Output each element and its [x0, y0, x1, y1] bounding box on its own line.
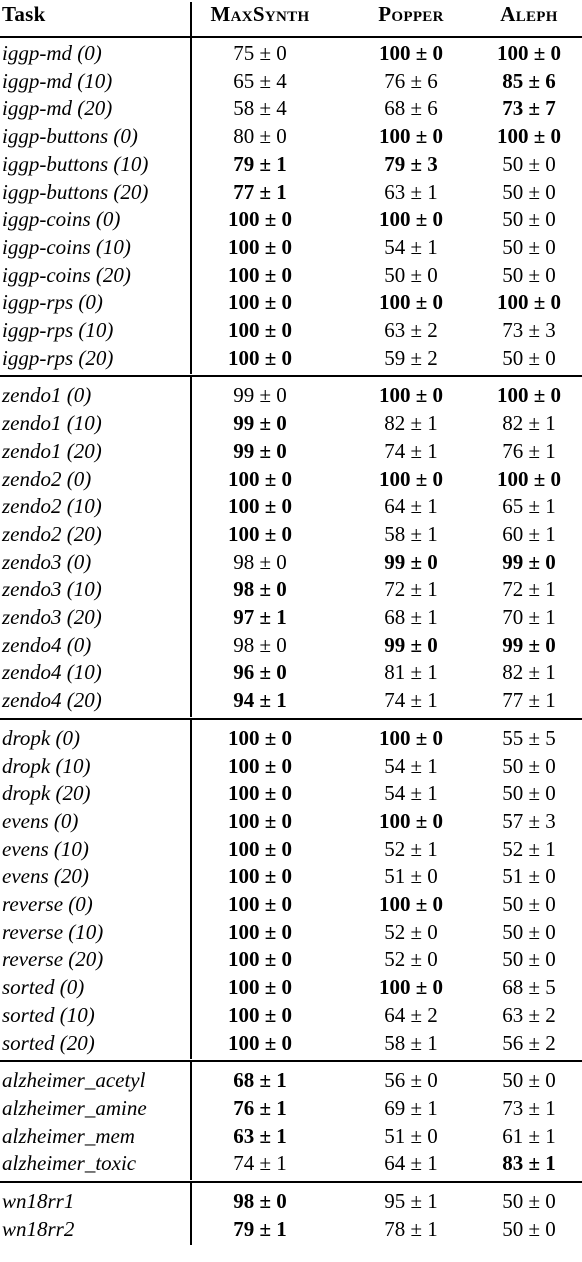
score-aleph: 50 ± 0: [502, 262, 556, 287]
task-name: zendo3 (20): [2, 605, 102, 629]
score-maxsynth: 100 ± 0: [227, 975, 293, 1000]
score-popper: 78 ± 1: [384, 1216, 438, 1241]
score-maxsynth: 100 ± 0: [227, 345, 293, 370]
score-maxsynth: 100 ± 0: [227, 207, 293, 232]
score-maxsynth: 94 ± 1: [233, 688, 287, 713]
score-aleph: 50 ± 0: [502, 947, 556, 972]
score-popper: 54 ± 1: [384, 753, 438, 778]
task-name: alzheimer_mem: [2, 1123, 135, 1148]
score-maxsynth: 68 ± 1: [233, 1068, 287, 1093]
score-maxsynth: 76 ± 1: [233, 1095, 287, 1120]
score-aleph: 63 ± 2: [502, 1002, 556, 1027]
task-name: reverse (0): [2, 892, 93, 916]
task-name: zendo1 (10): [2, 411, 102, 436]
task-name: iggp-buttons (10): [2, 151, 149, 176]
column-rule: [190, 1062, 192, 1180]
score-aleph: 50 ± 0: [502, 1216, 556, 1241]
task-name: zendo1 (0): [2, 383, 92, 408]
score-maxsynth: 74 ± 1: [233, 1151, 287, 1176]
task-name: reverse (20): [2, 947, 104, 972]
score-popper: 74 ± 1: [384, 688, 438, 713]
score-maxsynth: 100 ± 0: [227, 521, 293, 546]
score-aleph: 57 ± 3: [502, 808, 556, 833]
task-name: iggp-rps (10): [2, 318, 114, 342]
score-aleph: 83 ± 1: [502, 1151, 556, 1176]
score-popper: 100 ± 0: [378, 41, 444, 65]
column-rule: [190, 2, 192, 374]
task-name: alzheimer_amine: [2, 1095, 147, 1120]
score-aleph: 50 ± 0: [502, 781, 556, 806]
task-name: iggp-coins (20): [2, 262, 131, 287]
score-aleph: 73 ± 1: [502, 1095, 556, 1120]
score-aleph: 55 ± 5: [502, 725, 556, 750]
score-aleph: 85 ± 6: [502, 68, 556, 93]
group-separator: [0, 718, 582, 720]
score-popper: 100 ± 0: [378, 466, 444, 491]
task-name: alzheimer_acetyl: [2, 1068, 146, 1093]
score-maxsynth: 99 ± 0: [233, 411, 287, 436]
task-name: zendo1 (20): [2, 438, 102, 463]
score-popper: 58 ± 1: [384, 1030, 438, 1055]
score-maxsynth: 98 ± 0: [233, 549, 287, 574]
score-aleph: 100 ± 0: [496, 466, 562, 491]
score-maxsynth: 97 ± 1: [233, 605, 287, 629]
score-popper: 54 ± 1: [384, 781, 438, 806]
score-aleph: 56 ± 2: [502, 1030, 556, 1055]
score-popper: 64 ± 2: [384, 1002, 438, 1027]
score-popper: 79 ± 3: [384, 151, 438, 176]
score-popper: 52 ± 0: [384, 947, 438, 972]
score-aleph: 50 ± 0: [502, 345, 556, 370]
score-popper: 51 ± 0: [384, 1123, 438, 1148]
score-aleph: 100 ± 0: [496, 290, 562, 315]
score-maxsynth: 98 ± 0: [233, 577, 287, 602]
score-aleph: 73 ± 3: [502, 318, 556, 342]
score-popper: 69 ± 1: [384, 1095, 438, 1120]
task-name: zendo4 (0): [2, 632, 92, 657]
score-popper: 59 ± 2: [384, 345, 438, 370]
score-maxsynth: 100 ± 0: [227, 947, 293, 972]
group-separator: [0, 1181, 582, 1183]
score-popper: 81 ± 1: [384, 660, 438, 685]
score-aleph: 51 ± 0: [502, 864, 556, 889]
score-maxsynth: 100 ± 0: [227, 753, 293, 778]
score-maxsynth: 58 ± 4: [233, 96, 287, 121]
score-popper: 68 ± 6: [384, 96, 438, 121]
score-popper: 68 ± 1: [384, 605, 438, 629]
score-aleph: 99 ± 0: [502, 549, 556, 574]
score-popper: 99 ± 0: [384, 549, 438, 574]
score-aleph: 50 ± 0: [502, 753, 556, 778]
score-popper: 64 ± 1: [384, 494, 438, 519]
score-maxsynth: 100 ± 0: [227, 234, 293, 259]
task-name: zendo2 (20): [2, 521, 102, 546]
score-maxsynth: 65 ± 4: [233, 68, 287, 93]
score-maxsynth: 100 ± 0: [227, 808, 293, 833]
score-aleph: 50 ± 0: [502, 151, 556, 176]
score-aleph: 65 ± 1: [502, 494, 556, 519]
score-maxsynth: 99 ± 0: [233, 383, 287, 408]
score-maxsynth: 100 ± 0: [227, 494, 293, 519]
score-maxsynth: 100 ± 0: [227, 919, 293, 944]
score-maxsynth: 100 ± 0: [227, 781, 293, 806]
score-aleph: 70 ± 1: [502, 605, 556, 629]
column-rule: [190, 720, 192, 1059]
score-popper: 100 ± 0: [378, 207, 444, 232]
score-aleph: 100 ± 0: [496, 41, 562, 65]
score-aleph: 68 ± 5: [502, 975, 556, 1000]
score-popper: 56 ± 0: [384, 1068, 438, 1093]
task-name: iggp-coins (0): [2, 207, 121, 232]
task-name: iggp-md (0): [2, 41, 102, 65]
score-maxsynth: 100 ± 0: [227, 836, 293, 861]
task-name: alzheimer_toxic: [2, 1151, 137, 1176]
score-popper: 76 ± 6: [384, 68, 438, 93]
task-name: sorted (10): [2, 1002, 95, 1027]
score-popper: 100 ± 0: [378, 124, 444, 149]
score-popper: 72 ± 1: [384, 577, 438, 602]
score-maxsynth: 100 ± 0: [227, 466, 293, 491]
score-aleph: 50 ± 0: [502, 234, 556, 259]
task-name: dropk (10): [2, 753, 91, 778]
score-aleph: 100 ± 0: [496, 124, 562, 149]
task-name: zendo4 (10): [2, 660, 102, 685]
score-aleph: 50 ± 0: [502, 179, 556, 204]
score-maxsynth: 79 ± 1: [233, 1216, 287, 1241]
task-name: zendo3 (10): [2, 577, 102, 602]
task-name: iggp-md (10): [2, 68, 113, 93]
task-name: evens (20): [2, 864, 89, 889]
score-popper: 95 ± 1: [384, 1189, 438, 1213]
score-maxsynth: 100 ± 0: [227, 318, 293, 342]
score-popper: 54 ± 1: [384, 234, 438, 259]
score-popper: 100 ± 0: [378, 892, 444, 916]
score-popper: 52 ± 0: [384, 919, 438, 944]
score-popper: 50 ± 0: [384, 262, 438, 287]
task-name: zendo3 (0): [2, 549, 92, 574]
score-maxsynth: 63 ± 1: [233, 1123, 287, 1148]
score-maxsynth: 80 ± 0: [233, 124, 287, 149]
score-maxsynth: 79 ± 1: [233, 151, 287, 176]
score-maxsynth: 98 ± 0: [233, 632, 287, 657]
score-popper: 63 ± 1: [384, 179, 438, 204]
score-aleph: 99 ± 0: [502, 632, 556, 657]
task-name: iggp-rps (20): [2, 345, 114, 370]
task-name: dropk (20): [2, 781, 91, 806]
score-aleph: 82 ± 1: [502, 660, 556, 685]
task-name: zendo2 (0): [2, 466, 92, 491]
score-maxsynth: 77 ± 1: [233, 179, 287, 204]
score-aleph: 50 ± 0: [502, 919, 556, 944]
task-name: iggp-buttons (20): [2, 179, 149, 204]
score-maxsynth: 100 ± 0: [227, 1002, 293, 1027]
score-popper: 52 ± 1: [384, 836, 438, 861]
score-popper: 51 ± 0: [384, 864, 438, 889]
score-maxsynth: 75 ± 0: [233, 41, 287, 65]
score-aleph: 50 ± 0: [502, 1189, 556, 1213]
score-maxsynth: 96 ± 0: [233, 660, 287, 685]
group-separator: [0, 1060, 582, 1062]
task-name: sorted (20): [2, 1030, 95, 1055]
score-popper: 100 ± 0: [378, 808, 444, 833]
header-aleph: Aleph: [500, 2, 558, 26]
header-task: Task: [2, 2, 46, 26]
score-aleph: 52 ± 1: [502, 836, 556, 861]
task-name: wn18rr2: [2, 1216, 75, 1241]
score-maxsynth: 100 ± 0: [227, 290, 293, 315]
score-popper: 63 ± 2: [384, 318, 438, 342]
score-maxsynth: 100 ± 0: [227, 262, 293, 287]
score-popper: 82 ± 1: [384, 411, 438, 436]
score-aleph: 77 ± 1: [502, 688, 556, 713]
task-name: iggp-md (20): [2, 96, 113, 121]
score-aleph: 82 ± 1: [502, 411, 556, 436]
task-name: wn18rr1: [2, 1189, 75, 1213]
score-popper: 100 ± 0: [378, 383, 444, 408]
task-name: sorted (0): [2, 975, 85, 1000]
score-popper: 100 ± 0: [378, 290, 444, 315]
score-aleph: 50 ± 0: [502, 1068, 556, 1093]
task-name: dropk (0): [2, 725, 80, 750]
score-maxsynth: 100 ± 0: [227, 1030, 293, 1055]
task-name: zendo2 (10): [2, 494, 102, 519]
score-maxsynth: 99 ± 0: [233, 438, 287, 463]
header-maxsynth: MaxSynth: [210, 2, 310, 26]
score-popper: 74 ± 1: [384, 438, 438, 463]
score-popper: 64 ± 1: [384, 1151, 438, 1176]
score-popper: 58 ± 1: [384, 521, 438, 546]
score-aleph: 100 ± 0: [496, 383, 562, 408]
score-popper: 100 ± 0: [378, 725, 444, 750]
header-popper: Popper: [378, 2, 444, 26]
score-aleph: 61 ± 1: [502, 1123, 556, 1148]
score-aleph: 76 ± 1: [502, 438, 556, 463]
task-name: evens (10): [2, 836, 89, 861]
column-rule: [190, 377, 192, 716]
score-popper: 99 ± 0: [384, 632, 438, 657]
score-aleph: 72 ± 1: [502, 577, 556, 602]
task-name: iggp-coins (10): [2, 234, 131, 259]
task-name: reverse (10): [2, 919, 104, 944]
task-name: iggp-buttons (0): [2, 124, 138, 149]
score-aleph: 50 ± 0: [502, 207, 556, 232]
task-name: evens (0): [2, 808, 79, 833]
score-maxsynth: 100 ± 0: [227, 725, 293, 750]
task-name: iggp-rps (0): [2, 290, 103, 315]
task-name: zendo4 (20): [2, 688, 102, 713]
score-aleph: 73 ± 7: [502, 96, 556, 121]
group-separator: [0, 375, 582, 377]
score-maxsynth: 100 ± 0: [227, 892, 293, 916]
column-rule: [190, 1183, 192, 1245]
score-aleph: 60 ± 1: [502, 521, 556, 546]
header-rule: [0, 36, 582, 38]
score-maxsynth: 98 ± 0: [233, 1189, 287, 1213]
score-aleph: 50 ± 0: [502, 892, 556, 916]
score-popper: 100 ± 0: [378, 975, 444, 1000]
score-maxsynth: 100 ± 0: [227, 864, 293, 889]
